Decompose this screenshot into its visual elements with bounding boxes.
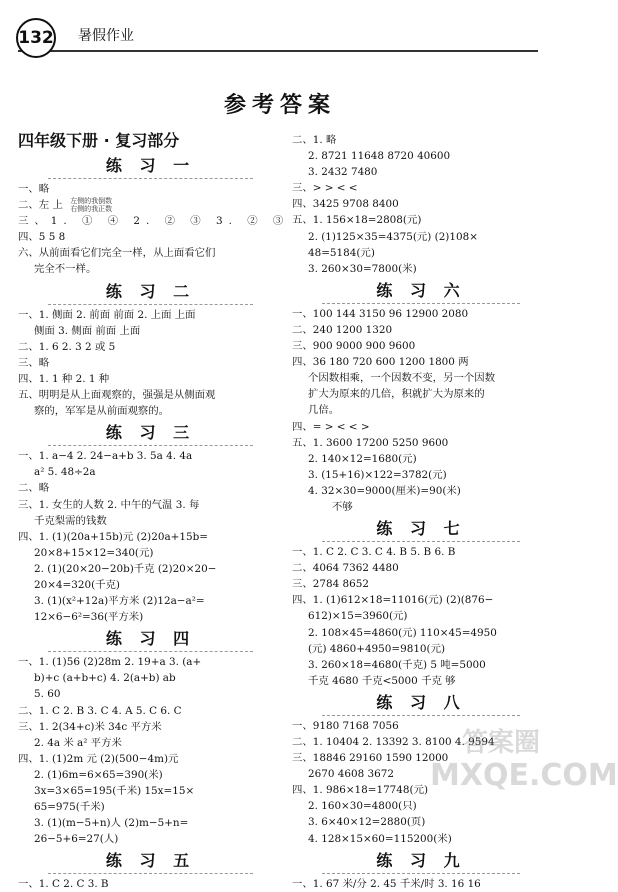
answer-line: 3. 260×18=4680(千克) 5 吨=5000 (308, 658, 486, 671)
margin-note (70, 197, 112, 213)
watermark-brand: 答案圈 (462, 728, 541, 758)
answer-line: 三、> > < < (292, 182, 358, 195)
answer-line: 3. (1)(m−5+n)人 (2)m−5+n= (34, 817, 189, 830)
answer-line: 一、1. C 2. C 3. B (18, 878, 109, 891)
answer-line: 2. 4a 米 a² 平方米 (34, 736, 122, 749)
answer-line: 四、= > < < > (292, 420, 370, 433)
answer-text: 二、左 上 (18, 199, 63, 212)
answer-line: 一、100 144 3150 96 12900 2080 (292, 307, 469, 320)
answer-line: 三、1. 女生的人数 2. 中午的气温 3. 每 (18, 498, 200, 511)
answer-line: 四、1. 1 种 2. 1 种 (18, 372, 110, 385)
answer-line: (元) 4860+4950=9810(元) (308, 642, 446, 655)
answer-line: 2670 4608 3672 (308, 768, 394, 781)
answer-line: 二、1. 10404 2. 13392 3. 8100 4. 9594 (292, 736, 495, 748)
answer-line: 2. 160×30=4800(只) (308, 800, 417, 813)
exercise-title: 练 习 五 (48, 849, 253, 874)
answer-line: 二、1. C 2. B 3. C 4. A 5. C 6. C (18, 704, 182, 717)
answer-line: 完全不一样。 (34, 263, 97, 276)
answer-line: 六、从前面看它们完全一样，从上面看它们 (18, 247, 216, 260)
answer-line: 一、略 (18, 183, 50, 195)
answer-line: 二、1. 略 (292, 134, 337, 146)
answer-line: 扩大为原来的几倍，积就扩大为原来的 (308, 388, 485, 401)
note-line: 右侧的我正数 (70, 205, 113, 214)
answer-line: 五、1. 156×18=2808(元) (292, 214, 422, 227)
page-number: 132 (16, 18, 56, 58)
answer-line: 65=975(千米) (34, 801, 105, 814)
answer-line: 20×4=320(千克) (34, 578, 120, 591)
answer-line: 2. (1)(20×20−20b)千克 (2)20×20− (34, 562, 217, 575)
exercise-title: 练 习 九 (322, 849, 520, 874)
answer-line: 3. 2432 7480 (308, 166, 378, 179)
answer-line: 3. (15+16)×122=3782(元) (308, 468, 447, 481)
answer-line: 三、1. 2(34+c)米 34c 平方米 (18, 720, 162, 733)
left-column (18, 130, 290, 892)
exercise-title: 练 习 一 (48, 154, 253, 179)
answer-line: 察的，军军是从前面观察的。 (34, 405, 170, 418)
book-title: 暑假作业 (78, 28, 134, 44)
answer-line: 3. 6×40×12=2880(页) (308, 816, 426, 829)
answer-line: 3. (1)(x²+12a)平方米 (2)12a−a²= (34, 595, 205, 608)
answer-line: 一、1. a−4 2. 24−a+b 3. 5a 4. 4a (18, 450, 193, 463)
watermark-url: MXQE.COM (430, 758, 618, 793)
answer-line: 个因数相乘，一个因数不变，另一个因数 (308, 372, 496, 385)
answer-line: 五、1. 3600 17200 5250 9600 (292, 436, 449, 449)
answer-line: 不够 (332, 500, 353, 513)
answer-line: 一、1. C 2. C 3. C 4. B 5. B 6. B (292, 546, 456, 559)
answer-line: 二、1. 6 2. 3 2 或 5 (18, 340, 116, 353)
answer-line: 四、36 180 720 600 1200 1800 两 (292, 356, 469, 369)
answer-line: b)+c (a+b+c) 4. 2(a+b) ab (34, 672, 176, 685)
answer-line: 2. 140×12=1680(元) (308, 452, 417, 465)
answer-line: 26−5+6=27(人) (34, 833, 119, 846)
answer-line: 侧面 3. 侧面 前面 上面 (34, 324, 141, 337)
answer-line: 四、1. (1)612×18=11016(元) (2)(876− (292, 594, 494, 607)
exercise-title: 练 习 七 (322, 517, 520, 542)
answer-line: 四、1. (1)(20a+15b)元 (2)20a+15b= (18, 530, 208, 543)
note-line: 左侧的我倒数 (70, 197, 113, 206)
answer-line: 5. 60 (34, 688, 61, 701)
right-column (292, 132, 550, 892)
answer-line: 48=5184(元) (308, 246, 375, 259)
answer-line: 二、240 1200 1320 (292, 323, 393, 336)
answer-line: 2. 108×45=4860(元) 110×45=4950 (308, 626, 497, 639)
answer-line: 一、1. 67 米/分 2. 45 千米/时 3. 16 16 (292, 877, 481, 890)
answer-line: 3x=3×65=195(千米) 15x=15× (34, 785, 195, 797)
answer-line: 2. (1)125×35=4375(元) (2)108× (308, 230, 478, 243)
answer-line: 三、2784 8652 (292, 578, 369, 591)
answer-line: 四、1. (1)2m 元 (2)(500−4m)元 (18, 752, 179, 765)
answer-line: 五、明明是从上面观察的，强强是从侧面观 (18, 389, 216, 402)
answer-line: 2. (1)6m=6×65=390(米) (34, 768, 163, 781)
answer-line: 20×8+15×12=340(元) (34, 546, 154, 559)
exercise-title: 练 习 三 (48, 421, 253, 446)
answer-line: 三、18846 29160 1590 12000 (292, 752, 449, 765)
answer-line: 几倍。 (308, 404, 340, 417)
answer-line: 四、5 5 8 (18, 231, 66, 244)
answer-line: 四、3425 9708 8400 (292, 198, 399, 211)
answer-line: a² 5. 48÷2a (34, 466, 96, 479)
page-title: 参考答案 (223, 93, 336, 118)
answer-line: 三、略 (18, 356, 50, 369)
exercise-title: 练 习 八 (322, 691, 520, 716)
answer-line: 千克 4680 千克<5000 千克 够 (308, 674, 456, 687)
answer-line: 一、9180 7168 7056 (292, 719, 399, 732)
answer-line: 4. 32×30=9000(厘米)=90(米) (308, 484, 461, 497)
answer-line: 3. 260×30=7800(米) (308, 262, 417, 275)
answer-line: 12×6−6²=36(平方米) (34, 611, 144, 624)
exercise-title: 练 习 四 (48, 627, 253, 652)
answer-line: 612)×15=3960(元) (308, 610, 408, 623)
answer-line: 一、1. 侧面 2. 前面 前面 2. 上面 上面 (18, 308, 196, 321)
answer-line: 千克梨需的钱数 (34, 514, 107, 527)
answer-line: 二、略 (18, 482, 50, 495)
answer-line: 三、1. ① ④ 2. ② ③ 3. ② ③ (18, 215, 290, 228)
answer-line: 2. 8721 11648 8720 40600 (308, 150, 451, 163)
answer-line: 一、1. (1)56 (2)28m 2. 19+a 3. (a+ (18, 656, 202, 669)
answer-line: 三、900 9000 900 9600 (292, 340, 416, 353)
exercise-title: 练 习 二 (48, 280, 253, 305)
answer-line: 4. 128×15×60=115200(米) (308, 832, 452, 845)
answer-line: 四、1. 986×18=17748(元) (292, 784, 429, 797)
exercise-title: 练 习 六 (322, 279, 520, 304)
answer-line (18, 197, 283, 213)
answer-line: 二、4064 7362 4480 (292, 562, 399, 575)
section-title: 四年级下册 · 复习部分 (18, 131, 180, 150)
